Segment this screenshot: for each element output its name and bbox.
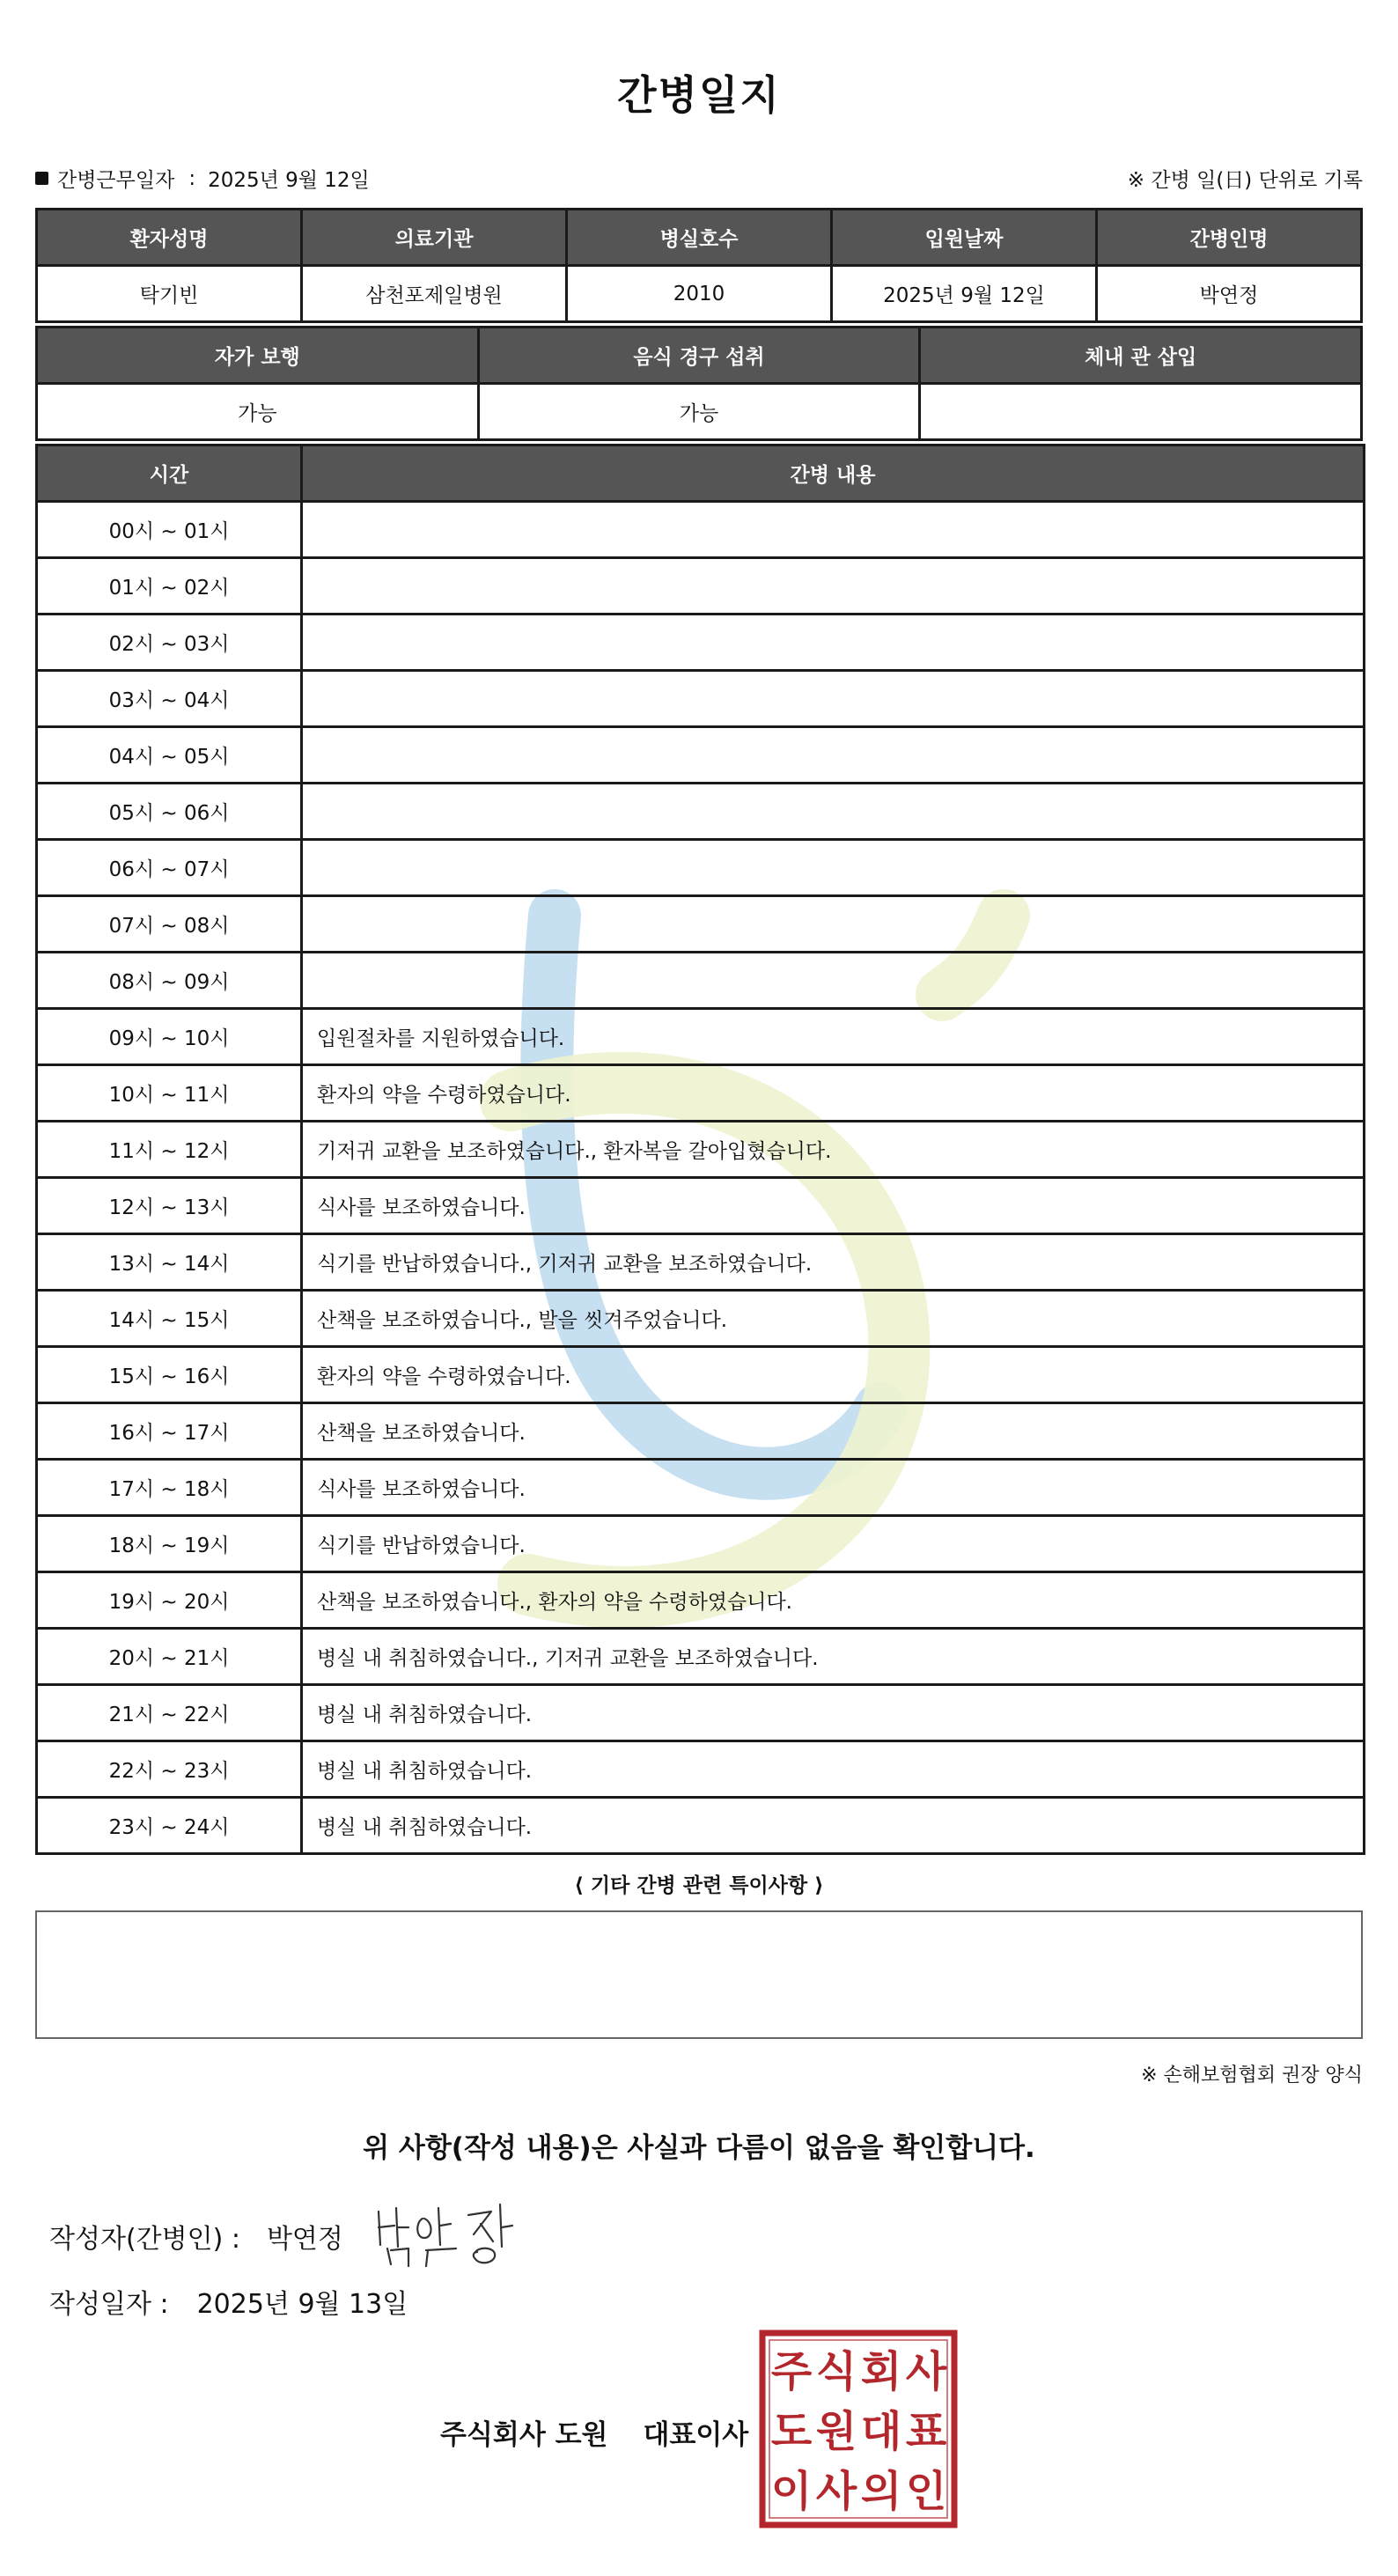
seal-glyph: 주 <box>770 2347 813 2396</box>
log-row <box>37 615 1365 671</box>
ability-header: 음식 경구 섭취 <box>478 328 920 384</box>
writer-label: 작성자(간병인) : <box>49 2224 240 2255</box>
log-row <box>37 1741 1365 1798</box>
log-content <box>302 615 1365 671</box>
log-row <box>37 953 1365 1009</box>
company-row <box>440 2412 748 2452</box>
square-bullet-icon <box>35 172 48 185</box>
log-content: 식사를 보조하였습니다. <box>302 1460 1365 1516</box>
log-row <box>37 727 1365 784</box>
care-log-table <box>35 444 1365 1855</box>
patient-name: 탁기빈 <box>37 266 302 322</box>
log-content: 식기를 반납하였습니다., 기저귀 교환을 보조하였습니다. <box>302 1234 1365 1291</box>
log-content <box>302 953 1365 1009</box>
log-time: 16시 ~ 17시 <box>37 1403 302 1460</box>
info-header: 의료기관 <box>302 210 567 266</box>
written-date-label: 작성일자 : <box>49 2289 169 2320</box>
time-header: 시간 <box>37 445 302 502</box>
log-content <box>302 727 1365 784</box>
log-time: 15시 ~ 16시 <box>37 1347 302 1403</box>
log-content: 환자의 약을 수령하였습니다. <box>302 1065 1365 1122</box>
log-row <box>37 1178 1365 1234</box>
log-row <box>37 1065 1365 1122</box>
log-row <box>37 1685 1365 1741</box>
confirm-statement: 위 사항(작성 내용)은 사실과 다름이 없음을 확인합니다. <box>363 2132 1035 2164</box>
log-row <box>37 1403 1365 1460</box>
caregiver-name: 박연정 <box>1097 266 1362 322</box>
log-row <box>37 1798 1365 1854</box>
log-content: 식사를 보조하였습니다. <box>302 1178 1365 1234</box>
log-content <box>302 502 1365 558</box>
info-header: 환자성명 <box>37 210 302 266</box>
hospital: 삼천포제일병원 <box>302 266 567 322</box>
log-row <box>37 1291 1365 1347</box>
tube-insertion-value <box>920 384 1362 440</box>
log-content: 환자의 약을 수령하였습니다. <box>302 1347 1365 1403</box>
work-date-label: 간병근무일자 <box>57 169 175 192</box>
page-title: 간병일지 <box>617 71 781 119</box>
log-time: 18시 ~ 19시 <box>37 1516 302 1572</box>
work-date-sep: : <box>188 166 196 190</box>
written-date-value: 2025년 9월 13일 <box>196 2289 408 2320</box>
log-time: 00시 ~ 01시 <box>37 502 302 558</box>
log-row <box>37 1572 1365 1629</box>
log-content: 병실 내 취침하였습니다., 기저귀 교환을 보조하였습니다. <box>302 1629 1365 1685</box>
log-row <box>37 1122 1365 1178</box>
log-content <box>302 840 1365 896</box>
log-time: 08시 ~ 09시 <box>37 953 302 1009</box>
room-number: 2010 <box>567 266 832 322</box>
admission-date: 2025년 9월 12일 <box>832 266 1097 322</box>
log-time: 04시 ~ 05시 <box>37 727 302 784</box>
record-unit-note: ※ 간병 일(日) 단위로 기록 <box>1127 169 1363 192</box>
log-time: 19시 ~ 20시 <box>37 1572 302 1629</box>
written-date-row <box>49 2282 408 2321</box>
log-time: 23시 ~ 24시 <box>37 1798 302 1854</box>
log-row <box>37 1516 1365 1572</box>
log-time: 17시 ~ 18시 <box>37 1460 302 1516</box>
log-time: 01시 ~ 02시 <box>37 558 302 615</box>
notes-title: ⟨ 기타 간병 관련 특이사항 ⟩ <box>574 1874 824 1897</box>
seal-glyph: 사 <box>815 2467 857 2516</box>
log-content: 병실 내 취침하였습니다. <box>302 1741 1365 1798</box>
log-row <box>37 1009 1365 1065</box>
seal-glyph: 원 <box>815 2407 857 2456</box>
log-content: 입원절차를 지원하였습니다. <box>302 1009 1365 1065</box>
meta-row <box>35 164 1363 194</box>
log-time: 10시 ~ 11시 <box>37 1065 302 1122</box>
recommend-note: ※ 손해보험협회 권장 양식 <box>1141 2064 1363 2087</box>
log-row <box>37 840 1365 896</box>
log-content <box>302 558 1365 615</box>
log-content: 산책을 보조하였습니다., 환자의 약을 수령하였습니다. <box>302 1572 1365 1629</box>
log-content: 병실 내 취침하였습니다. <box>302 1685 1365 1741</box>
log-row <box>37 896 1365 953</box>
log-content <box>302 896 1365 953</box>
work-date-value: 2025년 9월 12일 <box>208 169 370 192</box>
info-header: 병실호수 <box>567 210 832 266</box>
log-content: 병실 내 취침하였습니다. <box>302 1798 1365 1854</box>
patient-ability-table <box>35 326 1363 441</box>
log-row <box>37 784 1365 840</box>
seal-glyph: 회 <box>860 2347 902 2396</box>
log-row <box>37 502 1365 558</box>
seal-glyph: 표 <box>905 2407 947 2456</box>
care-log-body <box>37 502 1365 1854</box>
log-row <box>37 1629 1365 1685</box>
handwritten-signature <box>370 2192 528 2271</box>
log-row <box>37 1460 1365 1516</box>
log-time: 07시 ~ 08시 <box>37 896 302 953</box>
seal-glyph: 이 <box>770 2467 813 2516</box>
log-time: 21시 ~ 22시 <box>37 1685 302 1741</box>
log-content: 산책을 보조하였습니다. <box>302 1403 1365 1460</box>
patient-info-table <box>35 208 1363 323</box>
seal-glyph: 인 <box>905 2467 947 2516</box>
company-seal-stamp <box>759 2329 958 2528</box>
log-time: 20시 ~ 21시 <box>37 1629 302 1685</box>
info-header: 간병인명 <box>1097 210 1362 266</box>
log-row <box>37 671 1365 727</box>
log-content <box>302 784 1365 840</box>
info-header: 입원날짜 <box>832 210 1097 266</box>
log-row <box>37 1234 1365 1291</box>
notes-box <box>35 1910 1363 2039</box>
oral-intake-value: 가능 <box>478 384 920 440</box>
log-time: 03시 ~ 04시 <box>37 671 302 727</box>
log-content: 식기를 반납하였습니다. <box>302 1516 1365 1572</box>
log-row <box>37 1347 1365 1403</box>
log-time: 14시 ~ 15시 <box>37 1291 302 1347</box>
log-time: 06시 ~ 07시 <box>37 840 302 896</box>
company-name: 주식회사 도원 <box>440 2419 608 2451</box>
log-time: 12시 ~ 13시 <box>37 1178 302 1234</box>
log-time: 22시 ~ 23시 <box>37 1741 302 1798</box>
work-date <box>35 164 370 193</box>
ability-header: 자가 보행 <box>37 328 479 384</box>
seal-glyph: 식 <box>815 2347 857 2396</box>
seal-glyph: 대 <box>860 2407 902 2456</box>
log-time: 05시 ~ 06시 <box>37 784 302 840</box>
content-header: 간병 내용 <box>302 445 1365 502</box>
log-row <box>37 558 1365 615</box>
ceo-title: 대표이사 <box>643 2419 749 2451</box>
ability-header: 체내 관 삽입 <box>920 328 1362 384</box>
self-walking-value: 가능 <box>37 384 479 440</box>
writer-name: 박연정 <box>266 2224 343 2255</box>
log-time: 02시 ~ 03시 <box>37 615 302 671</box>
log-time: 11시 ~ 12시 <box>37 1122 302 1178</box>
log-content: 산책을 보조하였습니다., 발을 씻겨주었습니다. <box>302 1291 1365 1347</box>
log-time: 13시 ~ 14시 <box>37 1234 302 1291</box>
log-content: 기저귀 교환을 보조하였습니다., 환자복을 갈아입혔습니다. <box>302 1122 1365 1178</box>
writer-row <box>49 2217 343 2256</box>
seal-glyph: 의 <box>860 2467 902 2516</box>
log-time: 09시 ~ 10시 <box>37 1009 302 1065</box>
log-content <box>302 671 1365 727</box>
seal-glyph: 도 <box>770 2407 813 2456</box>
seal-glyph: 사 <box>905 2347 947 2396</box>
